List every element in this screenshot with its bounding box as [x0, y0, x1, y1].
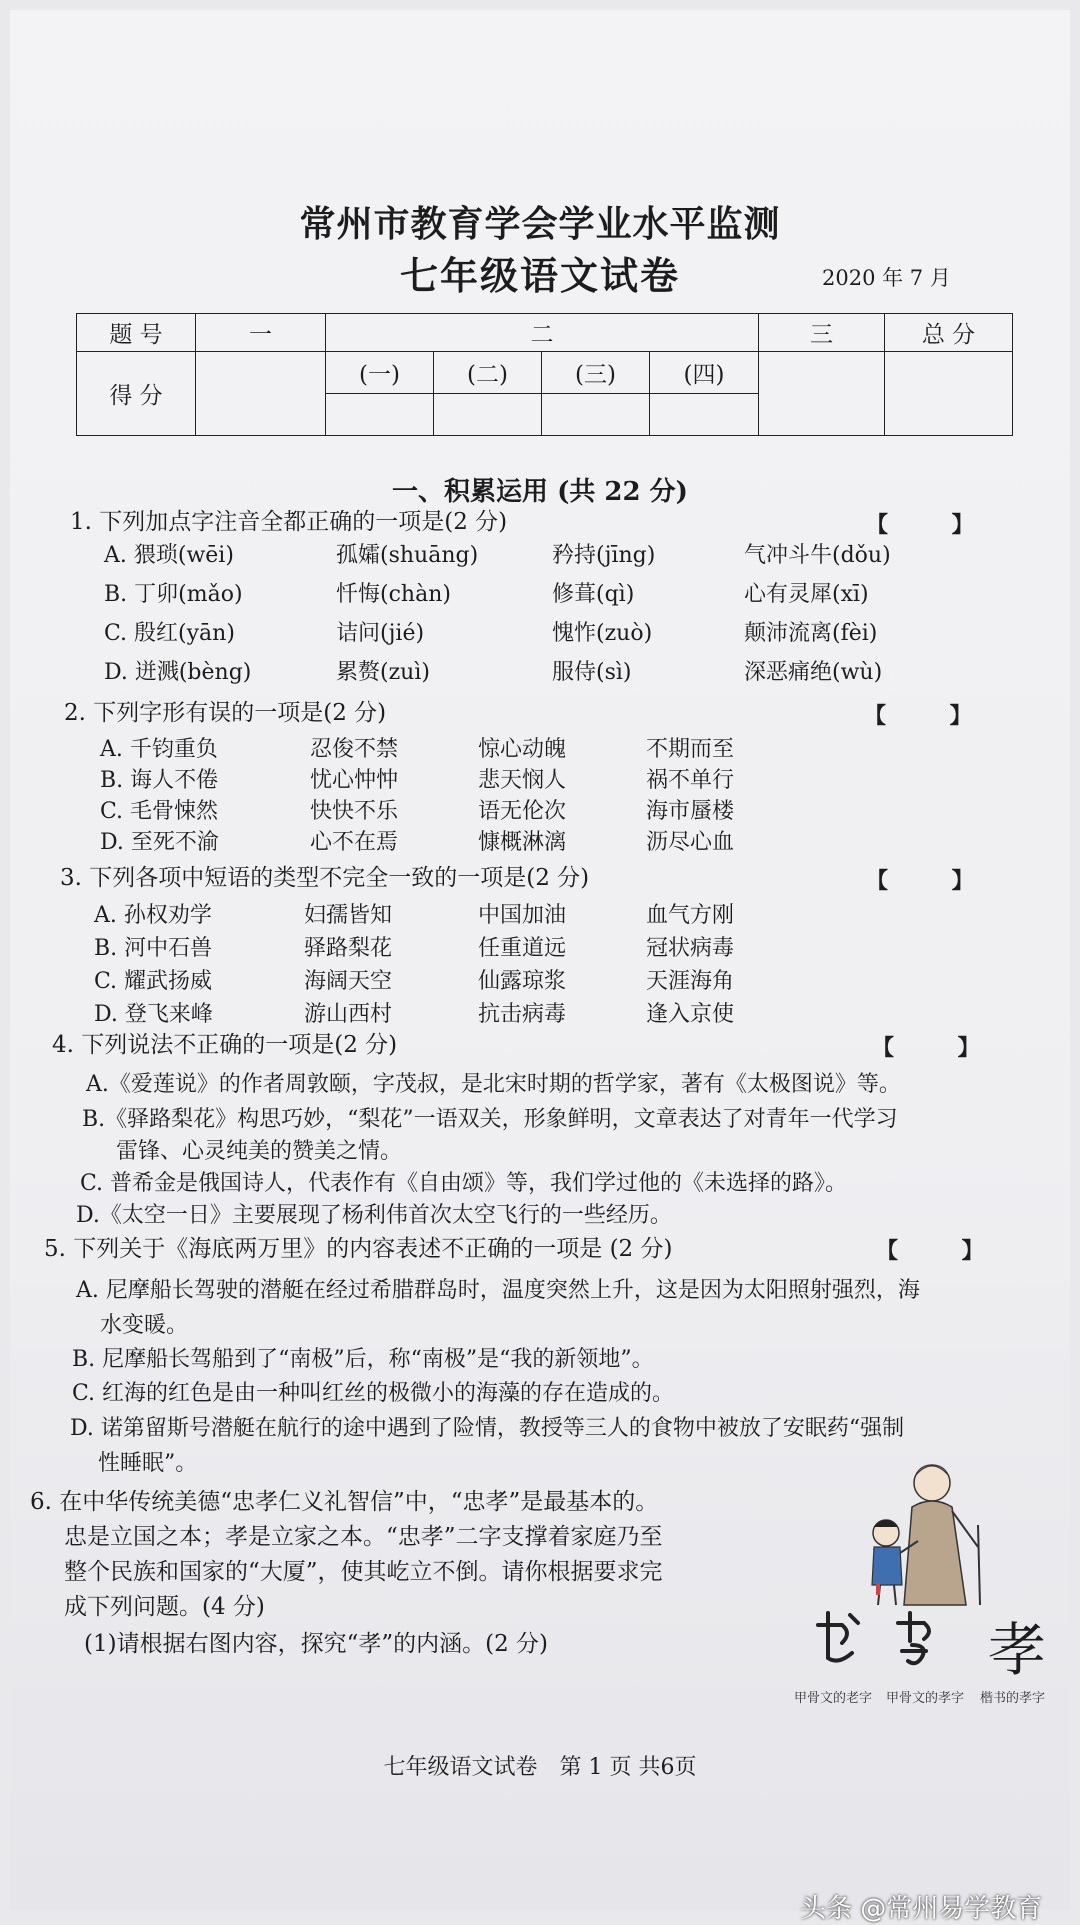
- q1-item: 矜持(jīng): [552, 543, 656, 568]
- q2-item: 快快不乐: [310, 799, 399, 824]
- q1-stem: 1. 下列加点字注音全都正确的一项是(2 分): [70, 509, 508, 535]
- q1-item: 累赘(zuì): [336, 660, 430, 685]
- score-row-label: 得 分: [77, 352, 196, 436]
- q3-item: 游山西村: [304, 1002, 393, 1027]
- glyph-caption-1: 甲骨文的老字: [794, 1691, 873, 1706]
- q3-item: 逢入京使: [646, 1002, 735, 1027]
- q3-item: 仙露琼浆: [478, 969, 567, 994]
- q1-option-c[interactable]: C. 殷红(yān): [104, 621, 235, 646]
- q1-item: 心有灵犀(xī): [744, 582, 869, 607]
- q3-option-a[interactable]: A. 孙权劝学: [94, 903, 212, 928]
- exam-subtitle: 七年级语文试卷: [399, 253, 680, 298]
- score-sub-3: (三): [542, 352, 650, 394]
- q4-stem: 4. 下列说法不正确的一项是(2 分): [52, 1032, 398, 1058]
- q4-answer-bracket[interactable]: 【 】: [872, 1035, 1008, 1061]
- q1-item: 忏悔(chàn): [336, 582, 451, 607]
- score-cell-sub-1[interactable]: [326, 394, 434, 436]
- q2-item: 悲天悯人: [478, 768, 567, 793]
- q1-item: 气冲斗牛(dǒu): [744, 543, 891, 568]
- q5-option-c[interactable]: C. 红海的红色是由一种叫红丝的极微小的海藻的存在造成的。: [72, 1381, 675, 1406]
- q6-stem-line4: 成下列问题。(4 分): [64, 1594, 265, 1620]
- q1-option-a[interactable]: A. 猥琐(wēi): [104, 543, 234, 568]
- q6-stem-line2: 忠是立国之本；孝是立家之本。“忠孝”二字支撑着家庭乃至: [64, 1524, 663, 1550]
- q3-item: 抗击病毒: [478, 1002, 567, 1027]
- q1-item: 诘问(jié): [336, 621, 425, 646]
- score-cell-part3[interactable]: [759, 352, 885, 436]
- q3-option-d[interactable]: D. 登飞来峰: [94, 1002, 213, 1027]
- q2-item: 海市蜃楼: [646, 799, 735, 824]
- q2-item: 沥尽心血: [646, 830, 735, 855]
- score-header-part3: 三: [759, 314, 885, 352]
- score-sub-2: (二): [434, 352, 542, 394]
- q1-answer-bracket[interactable]: 【 】: [866, 512, 1002, 538]
- score-header-label: 题 号: [77, 314, 196, 352]
- score-cell-sub-4[interactable]: [650, 394, 759, 436]
- q1-item: 修葺(qì): [552, 582, 635, 607]
- q1-item: 愧怍(zuò): [552, 621, 653, 646]
- glyph-caption-2: 甲骨文的孝字: [886, 1691, 965, 1706]
- q3-option-c[interactable]: C. 耀武扬威: [94, 969, 213, 994]
- q4-option-b-cont: 雷锋、心灵纯美的赞美之情。: [116, 1139, 403, 1164]
- score-sub-4: (四): [650, 352, 759, 394]
- oracle-lao-glyph: [808, 1603, 878, 1673]
- q6-stem-line1: 6. 在中华传统美德“忠孝仁义礼智信”中，“忠孝”是最基本的。: [30, 1489, 659, 1515]
- q2-item: 慷概淋漓: [478, 830, 567, 855]
- score-table: [76, 313, 1013, 436]
- score-cell-sub-3[interactable]: [542, 394, 650, 436]
- section-title: 一、积累运用 (共 22 分): [392, 477, 688, 507]
- score-header-total: 总 分: [885, 314, 1013, 352]
- q3-item: 任重道远: [478, 936, 567, 961]
- q6-subquestion-1: (1)请根据右图内容，探究“孝”的内涵。(2 分): [84, 1631, 548, 1657]
- q3-item: 血气方刚: [646, 903, 735, 928]
- q3-item: 驿路梨花: [304, 936, 393, 961]
- exam-title: 常州市教育学会学业水平监测: [299, 203, 781, 245]
- score-header-part2: 二: [326, 314, 759, 352]
- kaishu-xiao-char: 孝: [988, 1616, 1047, 1684]
- q5-answer-bracket[interactable]: 【 】: [876, 1238, 1012, 1264]
- q2-option-b[interactable]: B. 诲人不倦: [100, 768, 219, 793]
- score-cell-part1[interactable]: [196, 352, 326, 436]
- oracle-xiao-glyph: [888, 1605, 958, 1675]
- q1-item: 深恶痛绝(wù): [744, 660, 883, 685]
- q3-stem: 3. 下列各项中短语的类型不完全一致的一项是(2 分): [60, 865, 590, 891]
- q3-item: 天涯海角: [646, 969, 735, 994]
- q2-item: 忧心忡忡: [310, 768, 399, 793]
- q2-item: 心不在焉: [310, 830, 399, 855]
- q3-item: 冠状病毒: [646, 936, 735, 961]
- q2-option-d[interactable]: D. 至死不渝: [100, 830, 219, 855]
- q1-option-d[interactable]: D. 迸溅(bèng): [104, 660, 252, 685]
- score-header-part1: 一: [196, 314, 326, 352]
- q2-item: 祸不单行: [646, 768, 735, 793]
- q2-item: 惊心动魄: [478, 737, 567, 762]
- q5-option-a[interactable]: A. 尼摩船长驾驶的潜艇在经过希腊群岛时，温度突然上升，这是因为太阳照射强烈，海: [76, 1278, 920, 1303]
- q3-option-b[interactable]: B. 河中石兽: [94, 936, 213, 961]
- q2-item: 语无伦次: [478, 799, 567, 824]
- q1-option-b[interactable]: B. 丁卯(mǎo): [104, 582, 243, 607]
- q3-item: 中国加油: [478, 903, 567, 928]
- q2-option-a[interactable]: A. 千钧重负: [100, 737, 218, 762]
- q4-option-d[interactable]: D.《太空一日》主要展现了杨利伟首次太空飞行的一些经历。: [76, 1203, 672, 1228]
- q5-stem: 5. 下列关于《海底两万里》的内容表述不正确的一项是 (2 分): [44, 1236, 673, 1262]
- q6-stem-line3: 整个民族和国家的“大厦”，使其屹立不倒。请你根据要求完: [64, 1559, 663, 1585]
- q3-answer-bracket[interactable]: 【 】: [866, 868, 1002, 894]
- exam-date: 2020 年 7 月: [822, 266, 951, 290]
- score-sub-1: (一): [326, 352, 434, 394]
- q2-answer-bracket[interactable]: 【 】: [864, 703, 1000, 729]
- q5-option-d-cont: 性睡眠”。: [98, 1451, 198, 1476]
- q4-option-a[interactable]: A.《爱莲说》的作者周敦颐，字茂叔，是北宋时期的哲学家，著有《太极图说》等。: [86, 1072, 901, 1097]
- q1-item: 孤孀(shuāng): [336, 543, 479, 568]
- q2-option-c[interactable]: C. 毛骨悚然: [100, 799, 219, 824]
- q3-item: 妇孺皆知: [304, 903, 393, 928]
- score-cell-sub-2[interactable]: [434, 394, 542, 436]
- q5-option-d[interactable]: D. 诺第留斯号潜艇在航行的途中遇到了险情，教授等三人的食物中被放了安眠药“强制: [70, 1416, 905, 1441]
- q2-item: 忍俊不禁: [310, 737, 399, 762]
- q5-option-b[interactable]: B. 尼摩船长驾船到了“南极”后，称“南极”是“我的新领地”。: [72, 1347, 654, 1372]
- q3-item: 海阔天空: [304, 969, 393, 994]
- q2-stem: 2. 下列字形有误的一项是(2 分): [64, 700, 387, 726]
- q4-option-b[interactable]: B.《驿路梨花》构思巧妙，“梨花”一语双关，形象鲜明，文章表达了对青年一代学习: [82, 1107, 898, 1132]
- q1-item: 颠沛流离(fèi): [744, 621, 878, 646]
- q5-option-a-cont: 水变暖。: [100, 1313, 189, 1338]
- q2-item: 不期而至: [646, 737, 735, 762]
- score-cell-total[interactable]: [885, 352, 1013, 436]
- glyph-caption-3: 楷书的孝字: [980, 1691, 1046, 1706]
- q1-item: 服侍(sì): [552, 660, 632, 685]
- page-footer: 七年级语文试卷 第 1 页 共6页: [383, 1755, 697, 1780]
- source-watermark: 头条 @常州易学教育: [800, 1894, 1043, 1924]
- q4-option-c[interactable]: C. 普希金是俄国诗人，代表作有《自由颂》等，我们学过他的《未选择的路》。: [80, 1171, 848, 1196]
- xiao-illustration: [794, 1455, 1060, 1715]
